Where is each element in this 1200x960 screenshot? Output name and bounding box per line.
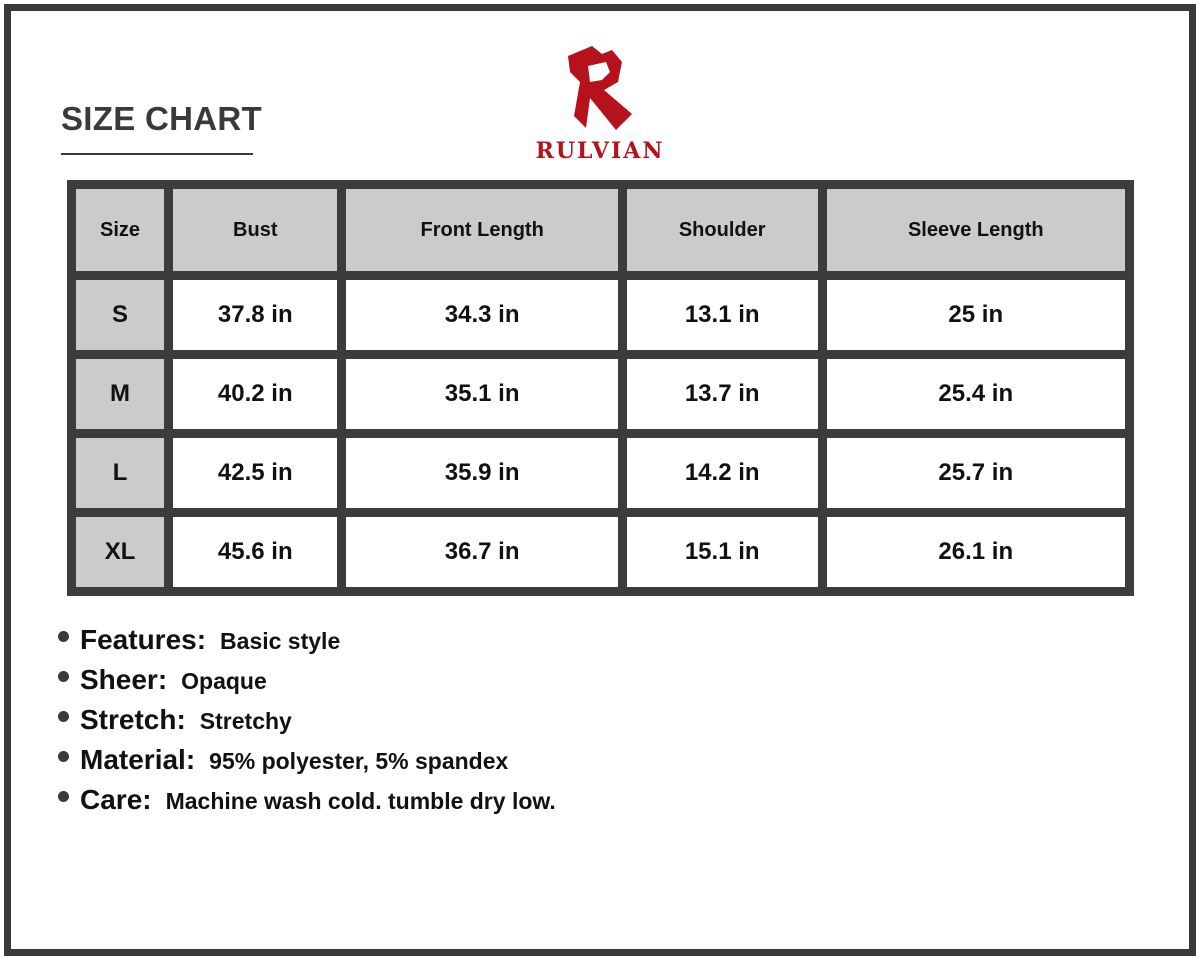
- list-item: [58, 704, 958, 744]
- list-item: [58, 624, 958, 664]
- column-header: Shoulder: [627, 189, 818, 271]
- list-item: [58, 664, 958, 704]
- column-header: Sleeve Length: [827, 189, 1125, 271]
- column-header: Bust: [173, 189, 337, 271]
- table-cell: 26.1 in: [827, 517, 1125, 587]
- feature-value: Machine wash cold. tumble dry low.: [165, 788, 556, 814]
- brand-logo-mark-icon: [560, 42, 640, 134]
- table-cell: 25 in: [827, 280, 1125, 350]
- table-cell: 35.1 in: [346, 359, 617, 429]
- table-cell: 40.2 in: [173, 359, 337, 429]
- bullet-icon: [58, 631, 69, 642]
- size-cell: S: [76, 280, 164, 350]
- feature-label: Sheer:: [80, 664, 168, 695]
- table-header-row: [76, 189, 1125, 271]
- table-row: [76, 359, 1125, 429]
- table-cell: 15.1 in: [627, 517, 818, 587]
- table-cell: 25.4 in: [827, 359, 1125, 429]
- feature-label: Features:: [80, 624, 207, 655]
- column-header: Front Length: [346, 189, 617, 271]
- feature-value: Opaque: [181, 668, 267, 694]
- table-cell: 25.7 in: [827, 438, 1125, 508]
- brand-name: RULVIAN: [535, 138, 665, 164]
- table-row: [76, 438, 1125, 508]
- table-cell: 36.7 in: [346, 517, 617, 587]
- table-row: [76, 280, 1125, 350]
- feature-value: Stretchy: [199, 708, 292, 734]
- size-cell: M: [76, 359, 164, 429]
- size-cell: L: [76, 438, 164, 508]
- table-cell: 45.6 in: [173, 517, 337, 587]
- table-cell: 37.8 in: [173, 280, 337, 350]
- features-list: [58, 624, 958, 824]
- feature-value: 95% polyester, 5% spandex: [209, 748, 509, 774]
- column-header: Size: [76, 189, 164, 271]
- table-cell: 14.2 in: [627, 438, 818, 508]
- list-item: [58, 784, 958, 824]
- feature-label: Material:: [80, 744, 196, 775]
- table-cell: 13.7 in: [627, 359, 818, 429]
- bullet-icon: [58, 671, 69, 682]
- feature-label: Care:: [80, 784, 152, 815]
- table-cell: 34.3 in: [346, 280, 617, 350]
- list-item: [58, 744, 958, 784]
- bullet-icon: [58, 791, 69, 802]
- page-title: SIZE CHART: [61, 100, 262, 137]
- table-cell: 35.9 in: [346, 438, 617, 508]
- feature-label: Stretch:: [80, 704, 186, 735]
- size-table: [67, 180, 1134, 596]
- bullet-icon: [58, 711, 69, 722]
- brand-logo: [520, 42, 680, 164]
- table-cell: 42.5 in: [173, 438, 337, 508]
- title-underline: [61, 153, 253, 155]
- bullet-icon: [58, 751, 69, 762]
- feature-value: Basic style: [220, 628, 341, 654]
- table-cell: 13.1 in: [627, 280, 818, 350]
- size-cell: XL: [76, 517, 164, 587]
- table-row: [76, 517, 1125, 587]
